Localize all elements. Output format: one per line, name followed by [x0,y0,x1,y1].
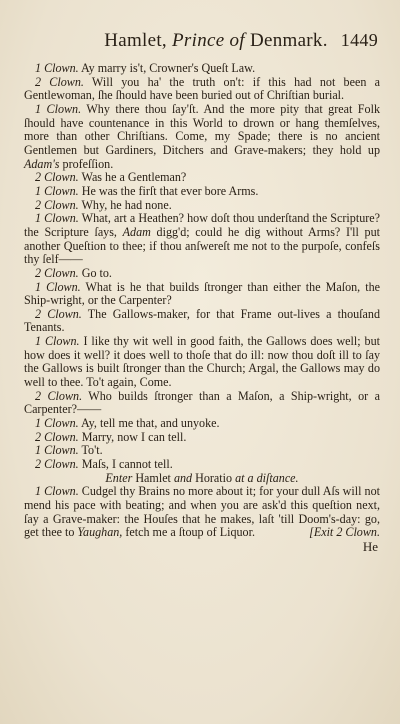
speech-15: 1 Clown. To't. [35,443,103,458]
speech-9: 1 Clown. What is he that builds ſtronger than either the Maſon, the Ship-wright, or the Carpenter? [24,279,380,308]
running-header [24,30,380,54]
speaker: 2 Clown. [35,74,84,89]
speech-14: 2 Clown. Marry, now I can tell. [35,429,187,444]
speaker: 2 Clown. [35,265,79,280]
speaker: 1 Clown. [35,334,80,349]
speech-17: 1 Clown. Cudgel thy Brains no more about it; for your dull Aſs will not mend his pace with beating; and when you are ask'd this queſtion next, ſay a Grave-maker: the Houſes that he makes, laſt 'till Doom's-day: go, get thee to Yaughan, fetch me a ſtoup of Liquor. [Exit 2 Clown. [24,484,380,540]
speech-7: 1 Clown. What, art a Heathen? how doſt thou underſtand the Scripture? the Scripture ſays, Adam digg'd; could he dig without Arms? I'll put another Queſtion to thee; if thou anſwereſt me not to the purpoſe, confeſs thy ſelf—— [24,211,381,267]
speaker: 2 Clown. [35,197,79,212]
speaker: 2 Clown. [35,306,82,321]
speech-3: 1 Clown. Why there thou ſay'ſt. And the more pity that great Folk ſhould have countenance in this World to drown or hang themſelves, more than other Chriſtians. Come, my Spade; there is no ancient Gentlemen but Gardiners, Ditchers and Grave-makers; they hold up Adam's profeſſion. [24,101,380,171]
speaker: 1 Clown. [35,416,79,431]
speaker: 2 Clown. [35,170,79,185]
speaker: 2 Clown. [35,429,79,444]
speaker: 1 Clown. [35,443,79,458]
speech-16: 2 Clown. Maſs, I cannot tell. [35,457,173,472]
speech-4: 2 Clown. Was he a Gentleman? [35,170,187,185]
exit-direction: [Exit 2 Clown. [309,525,380,540]
speaker: 2 Clown. [35,388,83,403]
catchword: He [362,538,378,554]
speaker: 1 Clown. [35,101,82,116]
speech-1: 1 Clown. Ay marry is't, Crowner's Queſt Law. [35,61,256,75]
speaker: 1 Clown. [35,61,79,75]
speech-13: 1 Clown. Ay, tell me that, and unyoke. [35,416,220,431]
page-title: Hamlet, Prince of Denmark. [104,30,328,51]
speech-6: 2 Clown. Why, he had none. [35,197,172,212]
play-text [24,62,380,554]
speaker: 1 Clown. [35,484,79,499]
speech-8: 2 Clown. Go to. [35,265,112,280]
speech-10: 2 Clown. The Gallows-maker, for that Frame out-lives a thouſand Tenants. [24,306,380,335]
speech-12: 2 Clown. Who builds ſtronger than a Maſon, a Ship-wright, or a Carpenter?—— [24,388,380,417]
page-number: 1449 [340,30,378,50]
speech-2: 2 Clown. Will you ha' the truth on't: if this had not been a Gentlewoman, ſhe ſhould have been buried out of Chriſtian burial. [24,74,380,103]
speaker: 1 Clown. [35,211,79,226]
stage-direction: Enter Hamlet and Horatio at a diſtance. [105,470,299,485]
speaker: 1 Clown. [35,279,81,294]
speaker: 1 Clown. [35,183,79,198]
speech-11: 1 Clown. I like thy wit well in good faith, the Gallows does well; but how does it well? it does well to thoſe that do ill: now thou doſt ill to ſay the Gallows is built ſtronger than the Church; Argal, the Gallows may do well to thee. To't again, Come. [24,334,380,390]
speech-5: 1 Clown. He was the firſt that ever bore Arms. [35,183,259,198]
speaker: 2 Clown. [35,457,79,472]
